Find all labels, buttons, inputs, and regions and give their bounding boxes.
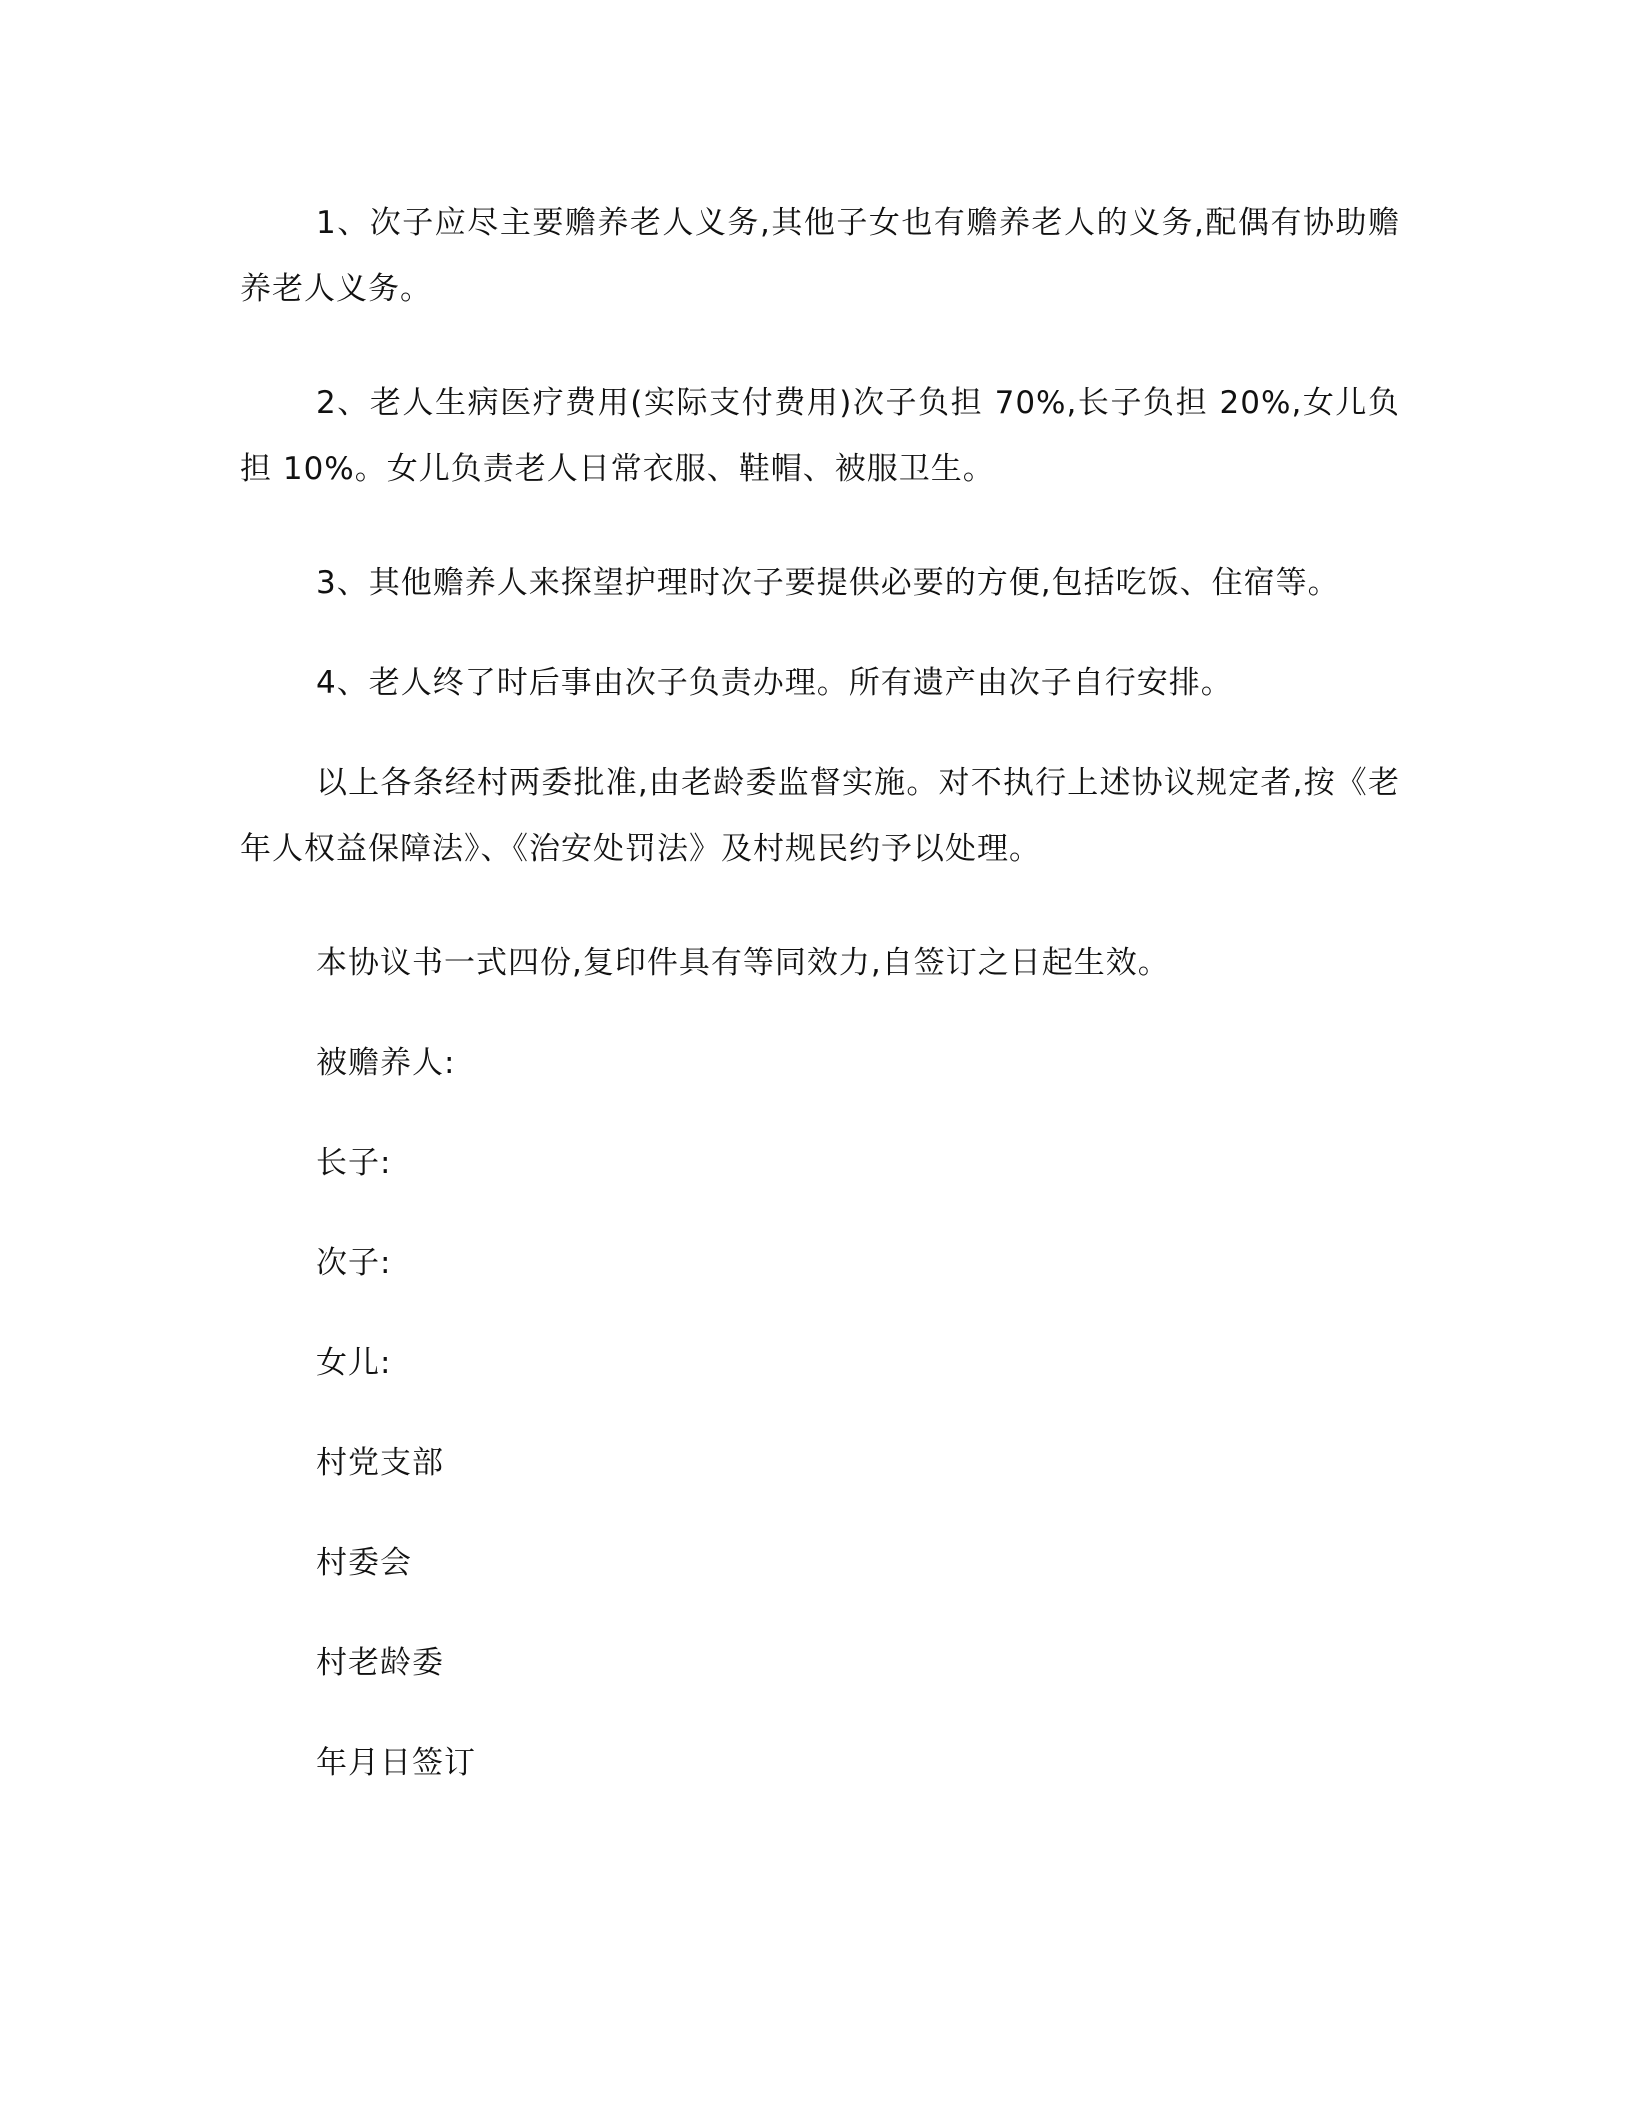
signature-daughter: 女儿:: [316, 1345, 392, 1381]
signature-second-son: 次子:: [316, 1245, 392, 1281]
signature-eldest-son: 长子:: [316, 1145, 392, 1181]
signing-date: 年月日签订: [316, 1745, 476, 1781]
signature-block: [240, 1030, 1400, 1796]
clause-4: 4、老人终了时后事由次子负责办理。所有遗产由次子自行安排。: [316, 665, 1233, 701]
clause-1: 1、次子应尽主要赡养老人义务,其他子女也有赡养老人的义务,配偶有协助赡养老人义务。: [240, 205, 1400, 307]
enforcement-paragraph: 以上各条经村两委批准,由老龄委监督实施。对不执行上述协议规定者,按《老年人权益保障法》、《治安处罚法》及村规民约予以处理。: [240, 765, 1400, 867]
signature-supported-person: 被赡养人:: [316, 1045, 456, 1081]
signature-village-committee: 村委会: [316, 1545, 412, 1581]
validity-paragraph: 本协议书一式四份,复印件具有等同效力,自签订之日起生效。: [316, 945, 1170, 981]
document-page: [240, 190, 1400, 1830]
signature-elderly-committee: 村老龄委: [316, 1645, 444, 1681]
clause-3: 3、其他赡养人来探望护理时次子要提供必要的方便,包括吃饭、住宿等。: [316, 565, 1340, 601]
clause-2: 2、老人生病医疗费用(实际支付费用)次子负担 70%,长子负担 20%,女儿负担 10%。女儿负责老人日常衣服、鞋帽、被服卫生。: [240, 385, 1400, 487]
signature-party-branch: 村党支部: [316, 1445, 444, 1481]
